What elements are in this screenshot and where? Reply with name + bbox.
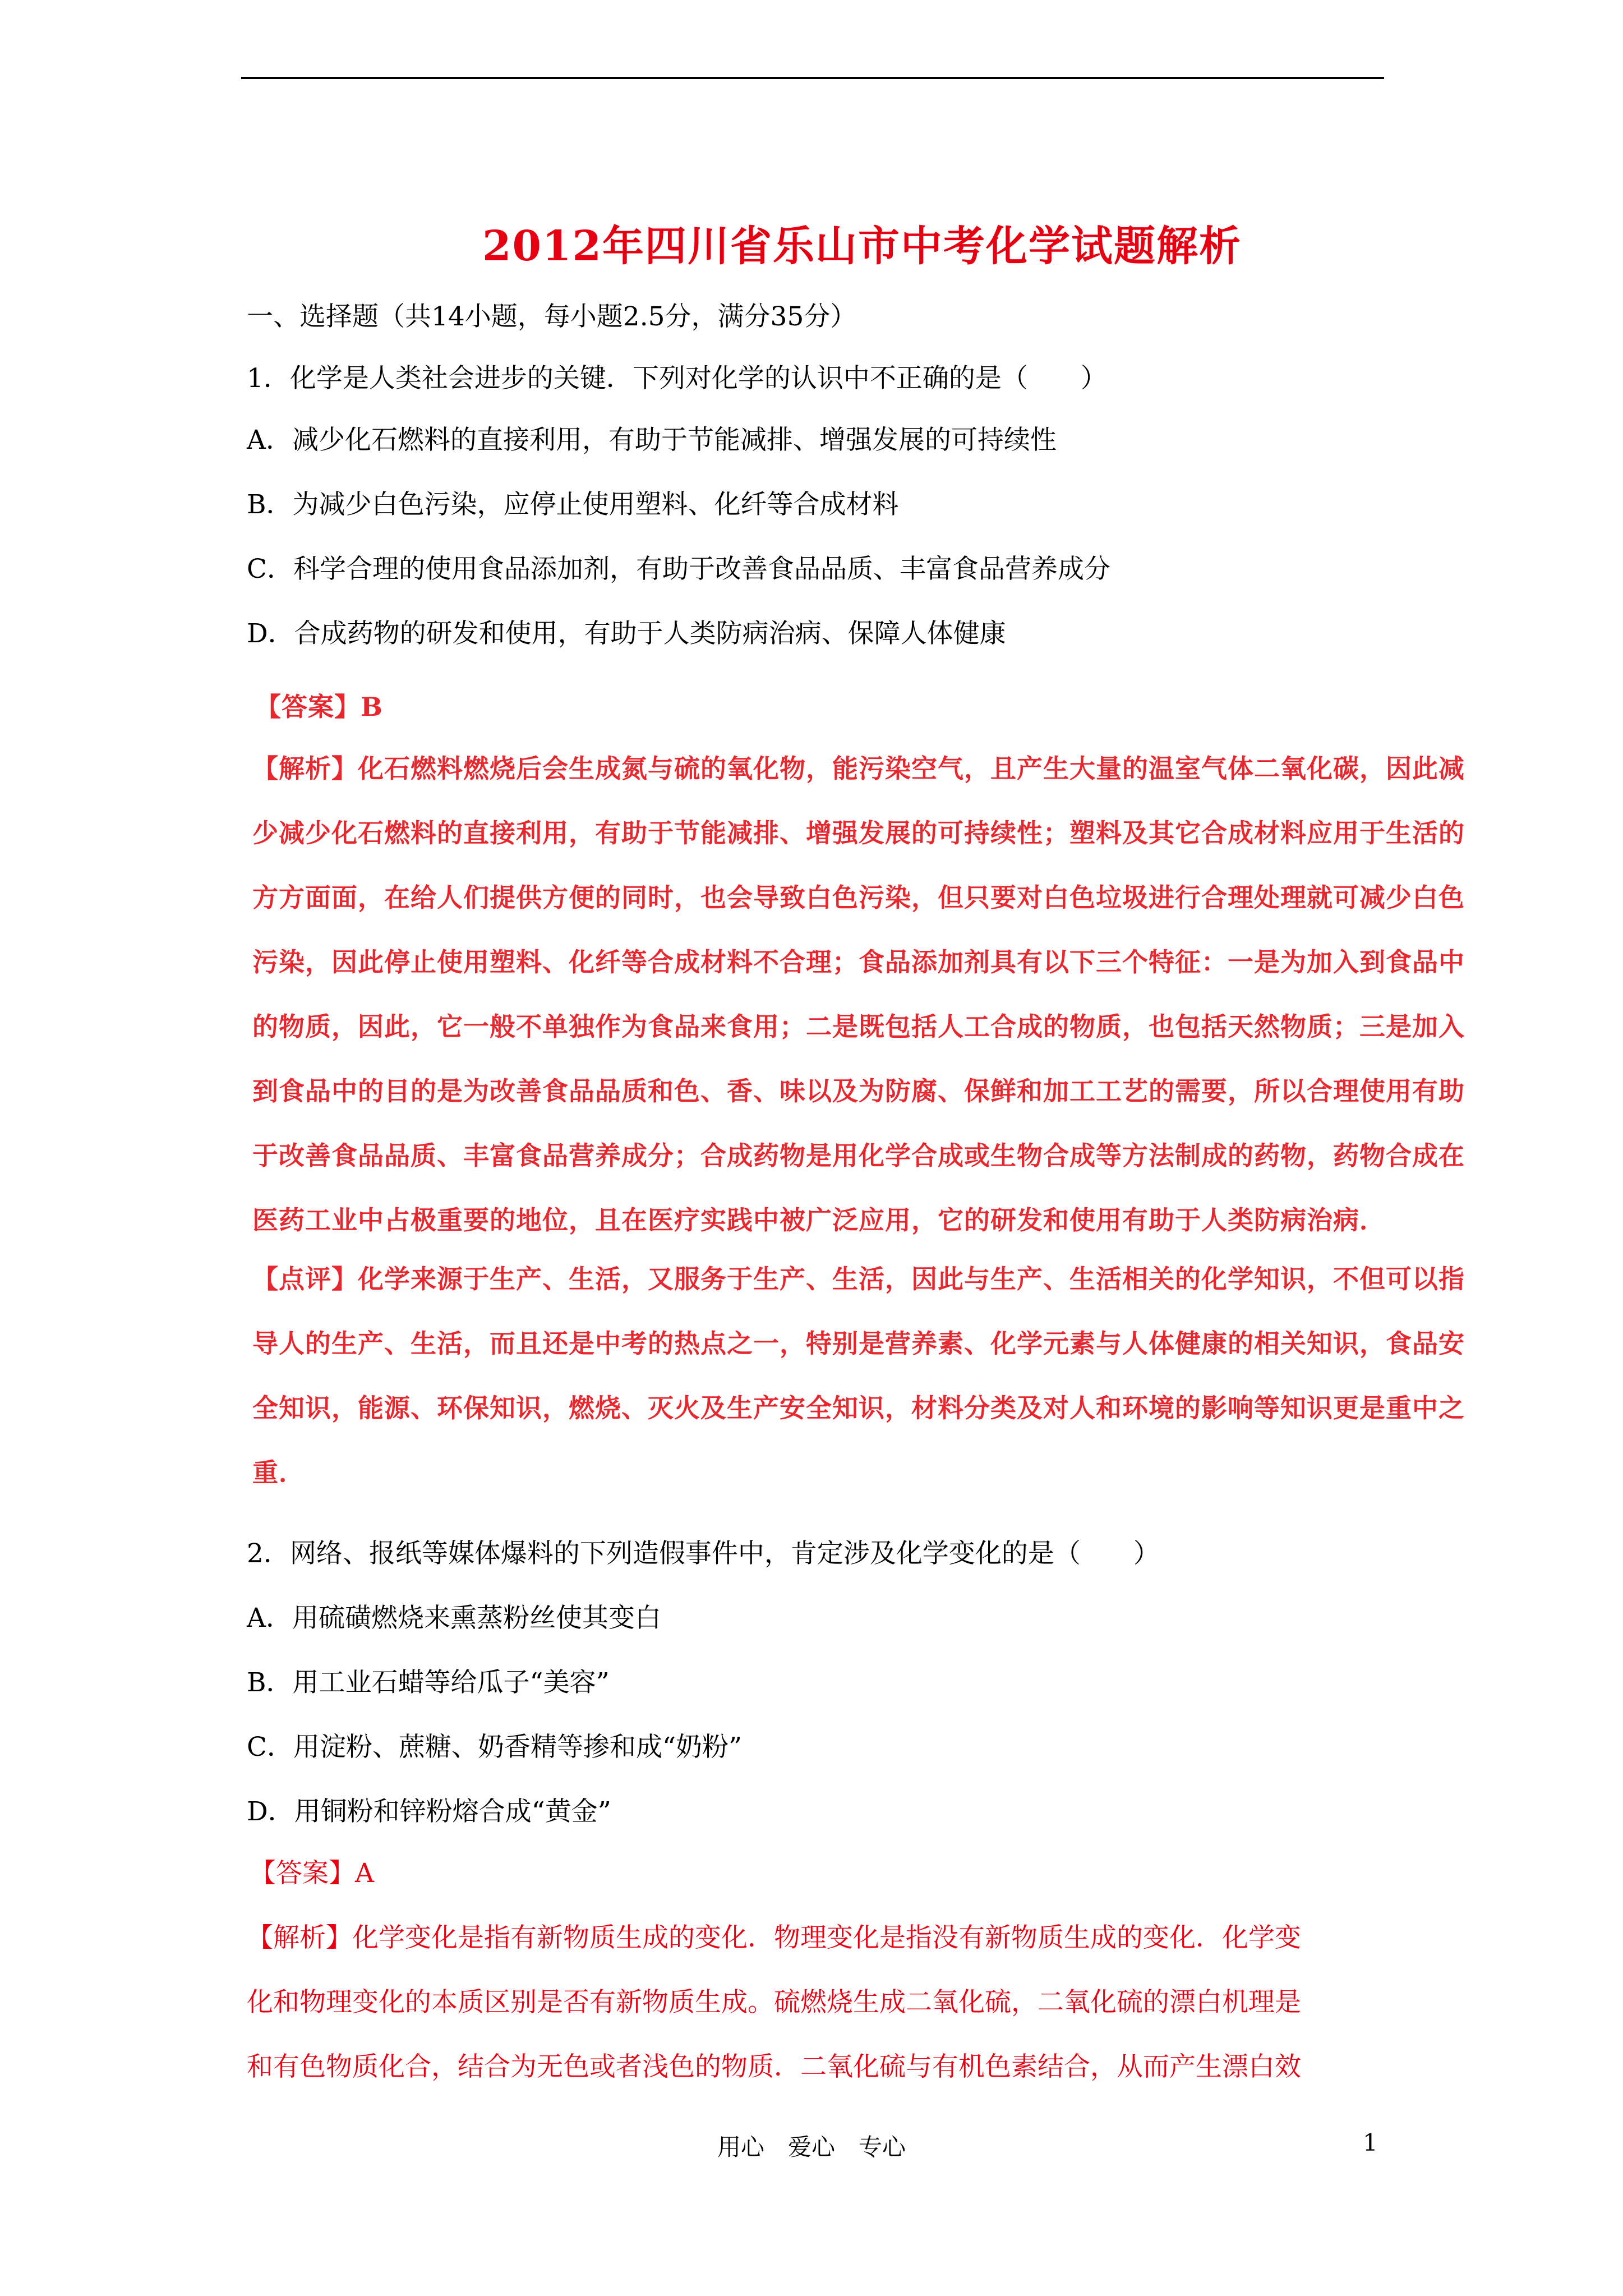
section-heading: 一、选择题（共14小题，每小题2.5分，满分35分） [247,301,857,332]
analysis-line: 医药工业中占极重要的地位，且在医疗实践中被广泛应用，它的研发和使用有助于人类防病治病． [252,1205,1386,1235]
analysis-line: 和有色物质化合，结合为无色或者浅色的物质．二氧化硫与有机色素结合，从而产生漂白效 [247,2051,1301,2082]
analysis-line: 【解析】化学变化是指有新物质生成的变化．物理变化是指没有新物质生成的变化．化学变 [247,1922,1301,1953]
analysis-line: 污染，因此停止使用塑料、化纤等合成材料不合理；食品添加剂具有以下三个特征：一是为加入到食品中 [252,947,1465,977]
question-1-option-c: C．科学合理的使用食品添加剂，有助于改善食品品质、丰富食品营养成分 [247,554,1110,585]
question-1-answer: 【答案】B [255,692,383,722]
question-2-option-b: B．用工业石蜡等给瓜子“美容” [247,1667,610,1698]
question-2-option-d: D．用铜粉和锌粉熔合成“黄金” [247,1796,611,1827]
comment-line: 重． [252,1457,305,1488]
question-2-answer: 【答案】A [250,1858,374,1889]
question-2-option-a: A．用硫磺燃烧来熏蒸粉丝使其变白 [247,1603,661,1634]
question-2-option-c: C．用淀粉、蔗糖、奶香精等掺和成“奶粉” [247,1732,743,1763]
question-1-option-b: B．为减少白色污染，应停止使用塑料、化纤等合成材料 [247,489,899,520]
footer-text: 用心 爱心 专心 [717,2133,906,2161]
analysis-line: 的物质，因此，它一般不单独作为食品来食用；二是既包括人工合成的物质，也包括天然物质；三是加入 [252,1011,1465,1042]
question-1-option-d: D．合成药物的研发和使用，有助于人类防病治病、保障人体健康 [247,618,1006,649]
header-rule [241,77,1384,79]
question-1-option-a: A．减少化石燃料的直接利用，有助于节能减排、增强发展的可持续性 [247,425,1057,455]
comment-line: 【点评】化学来源于生产、生活，又服务于生产、生活，因此与生产、生活相关的化学知识，不但可以指 [252,1264,1465,1294]
analysis-line: 到食品中的目的是为改善食品品质和色、香、味以及为防腐、保鲜和加工工艺的需要，所以合理使用有助 [252,1076,1465,1106]
page-number: 1 [1363,2129,1378,2156]
analysis-line: 少减少化石燃料的直接利用，有助于节能减排、增强发展的可持续性；塑料及其它合成材料应用于生活的 [252,818,1465,848]
document-title: 2012年四川省乐山市中考化学试题解析 [482,222,1242,270]
analysis-line: 于改善食品品质、丰富食品营养成分；合成药物是用化学合成或生物合成等方法制成的药物，药物合成在 [252,1140,1465,1171]
analysis-line: 【解析】化石燃料燃烧后会生成氮与硫的氧化物，能污染空气，且产生大量的温室气体二氧化碳，因此减 [252,753,1465,784]
comment-line: 导人的生产、生活，而且还是中考的热点之一，特别是营养素、化学元素与人体健康的相关知识，食品安 [252,1328,1465,1359]
analysis-line: 化和物理变化的本质区别是否有新物质生成。硫燃烧生成二氧化硫，二氧化硫的漂白机理是 [247,1987,1301,2018]
question-2-stem: 2．网络、报纸等媒体爆料的下列造假事件中，肯定涉及化学变化的是（ ） [247,1538,1160,1569]
analysis-line: 方方面面，在给人们提供方便的同时，也会导致白色污染，但只要对白色垃圾进行合理处理就可减少白色 [252,882,1465,913]
comment-line: 全知识，能源、环保知识，燃烧、灭火及生产安全知识，材料分类及对人和环境的影响等知识更是重中之 [252,1393,1465,1423]
question-1-stem: 1．化学是人类社会进步的关键．下列对化学的认识中不正确的是（ ） [247,363,1107,394]
